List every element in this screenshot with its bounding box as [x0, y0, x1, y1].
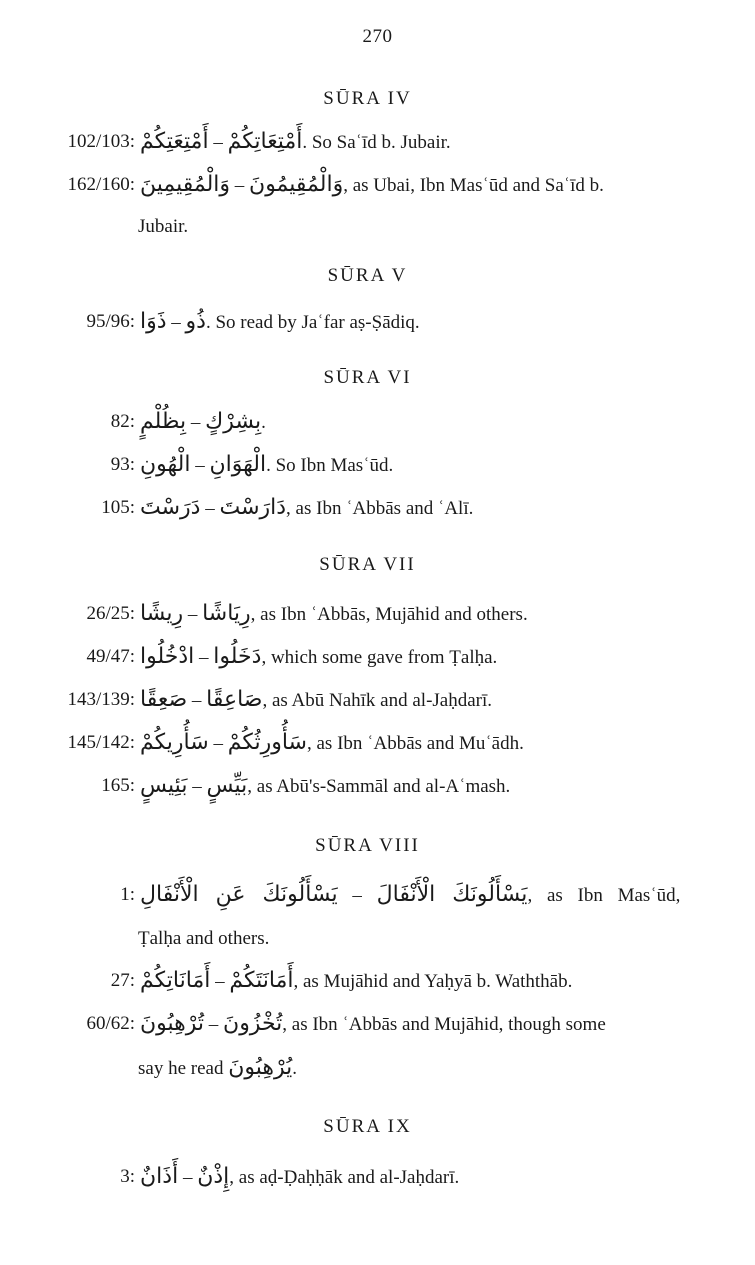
- entry-4-162: [0, 168, 755, 202]
- arabic-variant: الْهَوَانِ: [209, 452, 267, 477]
- arabic-variant: ذُو: [185, 309, 206, 334]
- arabic-variant: سَأُورِثُكُمْ: [227, 730, 307, 755]
- dash: –: [204, 1014, 224, 1035]
- arabic-variant: إِذْنٌ: [197, 1164, 230, 1189]
- note: . So Ibn Masʿūd.: [266, 455, 394, 476]
- dash: –: [183, 604, 203, 625]
- variant-text: [140, 878, 680, 913]
- arabic-reading: أَمَانَاتِكُمْ: [140, 968, 211, 993]
- page-number: 270: [362, 26, 393, 47]
- arabic-reading: رِيشًا: [140, 601, 184, 626]
- sura-heading-v: SŪRA V: [327, 265, 408, 286]
- verse-ref: 3:: [120, 1166, 135, 1187]
- sura-heading-vii: SŪRA VII: [319, 554, 416, 575]
- arabic-variant: أَمَانَتَكُمْ: [229, 968, 294, 993]
- verse-ref: 105:: [101, 497, 135, 518]
- dash: –: [166, 312, 186, 333]
- note: , as aḍ-Ḍaḥḥāk and al-Jaḥdarī.: [229, 1167, 460, 1188]
- verse-ref: 26/25:: [86, 603, 135, 624]
- entry-7-143: [0, 683, 755, 717]
- variant-text: [140, 491, 473, 526]
- entry-7-165: [0, 769, 755, 803]
- verse-ref: 95/96:: [86, 311, 135, 332]
- arabic-variant: وَالْمُقِيمُونَ: [249, 172, 344, 197]
- verse-ref: 93:: [110, 454, 135, 475]
- dash: –: [208, 733, 228, 754]
- dash: –: [337, 885, 377, 906]
- arabic-variant: أَمْتِعَاتِكُمْ: [227, 129, 303, 154]
- continuation-line: [138, 1051, 297, 1086]
- continuation-line: Ṭalḥa and others.: [138, 928, 270, 949]
- variant-text: [140, 640, 497, 675]
- arabic-reading: دَرَسْتَ: [140, 495, 201, 520]
- sura-heading-viii: SŪRA VIII: [315, 835, 420, 856]
- note: , as Ibn ʿAbbās and Muʿādh.: [307, 733, 524, 754]
- arabic-reading: أَذَانٌ: [140, 1164, 179, 1189]
- arabic-reading: صَعِقًا: [140, 687, 188, 712]
- verse-ref: 143/139:: [67, 689, 135, 710]
- sura-heading-iv: SŪRA IV: [323, 88, 412, 109]
- sura-heading-ix: SŪRA IX: [323, 1116, 412, 1137]
- verse-ref: 27:: [110, 970, 135, 991]
- variant-text: [140, 125, 451, 160]
- note: . So read by Jaʿfar aṣ-Ṣādiq.: [205, 312, 420, 333]
- arabic-reading: يُرْهِبُونَ: [228, 1055, 293, 1080]
- entry-7-49: [0, 640, 755, 674]
- entry-8-27: [0, 964, 755, 998]
- entry-8-60: [0, 1007, 755, 1041]
- verse-ref: 1:: [120, 884, 135, 905]
- entry-4-102: [0, 125, 755, 159]
- arabic-reading: وَالْمُقِيمِينَ: [140, 172, 231, 197]
- note: , as Abū Nahīk and al-Jaḥdarī.: [262, 690, 493, 711]
- arabic-reading: ادْخُلُوا: [140, 644, 195, 669]
- dash: –: [210, 971, 230, 992]
- variant-text: [140, 683, 492, 718]
- arabic-reading: يَسْأَلُونَكَ عَنِ الْأَنْفَالِ: [140, 882, 338, 907]
- dash: –: [187, 690, 207, 711]
- dash: –: [190, 455, 210, 476]
- continuation-line: Jubair.: [138, 216, 189, 237]
- variant-text: [140, 726, 524, 761]
- note: , which some gave from Ṭalḥa.: [261, 647, 498, 668]
- verse-ref: 82:: [110, 411, 135, 432]
- verse-ref: 102/103:: [67, 131, 135, 152]
- verse-ref: 60/62:: [86, 1013, 135, 1034]
- arabic-variant: بِشِرْكٍ: [205, 409, 262, 434]
- verse-ref: 162/160:: [67, 174, 135, 195]
- arabic-variant: تُخْزُونَ: [223, 1011, 283, 1036]
- note: .: [261, 412, 266, 433]
- variant-text: [140, 1160, 459, 1195]
- dash: –: [187, 776, 207, 797]
- variant-text: [140, 769, 510, 804]
- verse-ref: 145/142:: [67, 732, 135, 753]
- variant-text: [140, 1007, 606, 1042]
- arabic-variant: دَارَسْتَ: [219, 495, 287, 520]
- note: , as Ibn ʿAbbās, Mujāhid and others.: [250, 604, 528, 625]
- note: . So Saʿīd b. Jubair.: [302, 132, 451, 153]
- dash: –: [200, 498, 220, 519]
- variant-text: [140, 305, 420, 340]
- arabic-reading: أَمْتِعَتِكُمْ: [140, 129, 209, 154]
- entry-8-1: [0, 878, 755, 912]
- verse-ref: 49/47:: [86, 646, 135, 667]
- variant-text: [140, 405, 266, 440]
- entry-7-145: [0, 726, 755, 760]
- variant-text: [140, 597, 528, 632]
- variant-text: [140, 448, 393, 483]
- arabic-reading: الْهُونِ: [140, 452, 191, 477]
- entry-5-95: [0, 305, 755, 339]
- verse-ref: 165:: [101, 775, 135, 796]
- dash: –: [178, 1167, 198, 1188]
- arabic-reading: تُرْهِبُونَ: [140, 1011, 205, 1036]
- entry-6-82: [0, 405, 755, 439]
- period: .: [292, 1058, 297, 1079]
- dash: –: [194, 647, 214, 668]
- arabic-reading: بَئِيسٍ: [140, 773, 188, 798]
- note: , as Mujāhid and Yaḥyā b. Waththāb.: [293, 971, 573, 992]
- sura-heading-vi: SŪRA VI: [323, 367, 412, 388]
- dash: –: [230, 175, 250, 196]
- note: , as Abū's-Sammāl and al-Aʿmash.: [247, 776, 511, 797]
- entry-9-3: [0, 1160, 755, 1194]
- arabic-reading: سَأُرِيكُمْ: [140, 730, 209, 755]
- arabic-variant: دَخَلُوا: [213, 644, 262, 669]
- entry-6-105: [0, 491, 755, 525]
- note: , as Ibn ʿAbbās and ʿAlī.: [286, 498, 474, 519]
- note: , as Ibn ʿAbbās and Mujāhid, though some: [282, 1014, 606, 1035]
- arabic-variant: صَاعِقًا: [206, 687, 263, 712]
- arabic-reading: بِظُلْمٍ: [140, 409, 187, 434]
- note: , as Ibn Masʿūd,: [527, 885, 681, 906]
- dash: –: [208, 132, 228, 153]
- dash: –: [186, 412, 206, 433]
- variant-text: [140, 168, 604, 203]
- note: , as Ubai, Ibn Masʿūd and Saʿīd b.: [343, 175, 604, 196]
- arabic-variant: يَسْأَلُونَكَ الْأَنْفَالَ: [376, 882, 528, 907]
- arabic-reading: ذَوَا: [140, 309, 167, 334]
- continuation-text: say he read: [138, 1058, 229, 1079]
- arabic-variant: رِيَاشًا: [202, 601, 251, 626]
- variant-text: [140, 964, 572, 999]
- entry-7-26: [0, 597, 755, 631]
- arabic-variant: بَيِّسٍ: [206, 773, 248, 798]
- entry-6-93: [0, 448, 755, 482]
